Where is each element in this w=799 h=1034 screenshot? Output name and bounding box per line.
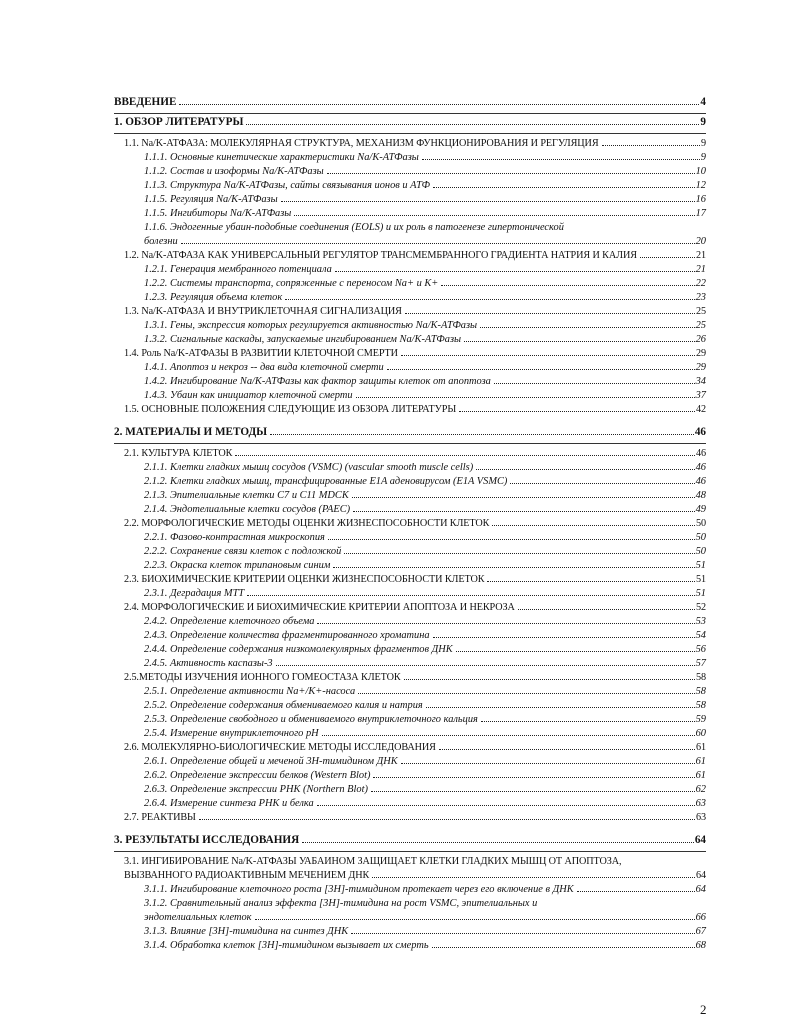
toc-entry-title: 2.1.4. Эндотелиальные клетки сосудов (PAEC) [144,504,351,515]
dot-leader [344,553,694,554]
dot-leader [464,341,695,342]
toc-entry-title: 1.2.1. Генерация мембранного потенциала [144,264,332,275]
toc-entry [124,856,706,882]
toc-entry-page: 4 [700,96,706,108]
toc-entry [144,588,706,600]
toc-entry [144,686,706,698]
toc-entry-page: 9 [700,152,706,163]
toc-entry-title: 2.7. РЕАКТИВЫ [124,812,196,823]
toc-entry-title: 2.2.2. Сохранение связи клеток с подложкой [144,546,342,557]
toc-entry-title: 2.2.3. Окраска клеток трипановым синим [144,560,331,571]
toc-entry [144,292,706,304]
toc-entry-page: 34 [695,376,706,387]
toc-entry-title: 1.5. ОСНОВНЫЕ ПОЛОЖЕНИЯ СЛЕДУЮЩИЕ ИЗ ОБЗОРА ЛИТЕРАТУРЫ [124,404,457,415]
toc-entry-page: 51 [696,574,706,585]
toc-entry [144,546,706,558]
dot-leader [439,749,695,750]
toc-entry-page: 48 [695,490,706,501]
toc-entry-title: 1.3.1. Гены, экспрессия которых регулируется активностью Na/K-АТФазы [144,320,478,331]
toc-entry-title: 2. МАТЕРИАЛЫ И МЕТОДЫ [114,426,268,438]
toc-entry-page: 58 [695,686,706,697]
toc-entry [114,834,706,852]
toc-entry-page: 54 [695,630,706,641]
toc-entry [124,742,706,754]
dot-leader [518,609,695,610]
toc-entry-page: 21 [696,250,706,261]
toc-entry-page: 50 [696,518,706,529]
toc-entry [144,334,706,346]
toc-entry [144,884,706,896]
toc-entry [144,278,706,290]
toc-entry [124,672,706,684]
dot-leader [235,455,695,456]
toc-entry-title: 1.1.2. Состав и изоформы Na/K-АТФазы [144,166,324,177]
toc-entry-title: 1.4.1. Апоптоз и некроз -- два вида клеточной смерти [144,362,384,373]
toc-entry [124,812,706,824]
toc-entry-page: 50 [695,546,706,557]
toc-entry-title: 1.2. Na/K-АТФАЗА КАК УНИВЕРСАЛЬНЫЙ РЕГУЛЯТОР ТРАНСМЕМБРАННОГО ГРАДИЕНТА НАТРИЯ И КАЛИЯ [124,250,637,261]
dot-leader [199,819,695,820]
toc-entry [144,898,706,924]
dot-leader [476,469,694,470]
toc-entry-title-cont: болезни [144,236,178,247]
toc-entry-page: 62 [695,784,706,795]
toc-entry [144,616,706,628]
toc-entry [144,390,706,402]
dot-leader [422,159,700,160]
toc-entry [124,250,706,262]
toc-entry-page: 60 [695,728,706,739]
toc-entry [144,798,706,810]
toc-entry [144,180,706,192]
toc-entry-title: 2.1.1. Клетки гладких мышц сосудов (VSMC) (vascular smooth muscle cells) [144,462,474,473]
toc-entry-title: 1.4.2. Ингибирование Na/K-АТФазы как фактор защиты клеток от апоптоза [144,376,491,387]
toc-entry-title: ВВЕДЕНИЕ [114,96,177,108]
toc-entry-title: 3.1. ИНГИБИРОВАНИЕ Na/K-АТФАЗЫ УАБАИНОМ ЗАЩИЩАЕТ КЛЕТКИ ГЛАДКИХ МЫШЦ ОТ АПОПТОЗА, [124,856,622,867]
toc-entry-title: 1.1.6. Эндогенные убаин-подобные соединения (EOLS) и их роль в патогенезе гипертонической [144,222,564,233]
toc-entry-page: 61 [695,770,706,781]
toc-entry [144,630,706,642]
dot-leader [426,707,695,708]
toc-entry-page: 46 [694,426,706,438]
dot-leader [577,891,695,892]
toc-entry [144,362,706,374]
toc-entry-title: 2.6.4. Измерение синтеза РНК и белка [144,798,314,809]
toc-entry-page: 46 [695,462,706,473]
toc-entry-page: 20 [695,236,706,247]
toc-entry-title: 2.4. МОРФОЛОГИЧЕСКИЕ И БИОХИМИЧЕСКИЕ КРИТЕРИИ АПОПТОЗА И НЕКРОЗА [124,602,515,613]
toc-entry [124,448,706,460]
toc-entry [144,490,706,502]
dot-leader [433,187,695,188]
toc-entry [144,728,706,740]
dot-leader [405,313,695,314]
dot-leader [353,511,695,512]
toc-entry-title: 2.6.2. Определение экспрессии белков (Western Blot) [144,770,371,781]
toc-entry-page: 23 [695,292,706,303]
toc-entry-title: 1.1.3. Структура Na/K-АТФазы, сайты связывания ионов и АТФ [144,180,430,191]
toc-entry-page: 51 [695,560,706,571]
dot-leader [441,285,694,286]
toc-entry-title: 2.5.3. Определение свободного и обмениваемого внутриклеточного кальция [144,714,478,725]
toc-entry-page: 58 [696,672,706,683]
toc-entry [124,138,706,150]
toc-entry-title: 1.4.3. Убаин как инициатор клеточной смерти [144,390,353,401]
toc-entry [144,644,706,656]
dot-leader [358,693,694,694]
dot-leader [404,679,695,680]
toc-entry-page: 61 [696,742,706,753]
toc-entry [124,306,706,318]
toc-entry-page: 9 [700,116,706,128]
toc-entry-title: 2.2.1. Фазово-контрастная микроскопия [144,532,325,543]
toc-entry-page: 46 [695,476,706,487]
toc-entry [124,348,706,360]
toc-entry-page: 29 [696,348,706,359]
dot-leader [433,637,695,638]
toc-entry-page: 37 [695,390,706,401]
toc-entry-title: 3.1.3. Влияние [3H]-тимидина на синтез ДНК [144,926,349,937]
toc-entry-title: 1.3.2. Сигнальные каскады, запускаемые ингибированием Na/K-АТФазы [144,334,462,345]
dot-leader [401,355,695,356]
toc-entry-title: 1.1.1. Основные кинетические характеристики Na/K-АТФазы [144,152,419,163]
toc-entry-page: 26 [695,334,706,345]
toc-entry-page: 16 [695,194,706,205]
toc-entry [144,320,706,332]
dot-leader [481,721,695,722]
dot-leader [255,919,695,920]
dot-leader [459,411,695,412]
toc-entry-page: 64 [695,884,706,895]
dot-leader [317,623,694,624]
toc-entry [124,602,706,614]
toc-entry [144,770,706,782]
toc-entry [144,560,706,572]
toc-entry-page: 42 [696,404,706,415]
toc-entry-title: 3. РЕЗУЛЬТАТЫ ИССЛЕДОВАНИЯ [114,834,300,846]
toc-entry-title-cont: эндотелиальных клеток [144,912,252,923]
toc-entry-title: 2.4.3. Определение количества фрагментированного хроматина [144,630,430,641]
toc-entry-title: 1.1. Na/K-АТФАЗА: МОЛЕКУЛЯРНАЯ СТРУКТУРА, МЕХАНИЗМ ФУНКЦИОНИРОВАНИЯ И РЕГУЛЯЦИЯ [124,138,599,149]
toc-entry-title: 2.1.3. Эпителиальные клетки С7 и С11 MDCK [144,490,349,501]
toc-entry-page: 63 [695,798,706,809]
toc-entry [144,476,706,488]
toc-entry-title: 1.1.5. Ингибиторы Na/K-АТФазы [144,208,292,219]
toc-entry [144,222,706,248]
toc-entry-title: 2.4.5. Активность каспазы-3 [144,658,273,669]
toc-entry-title: 2.6. МОЛЕКУЛЯРНО-БИОЛОГИЧЕСКИЕ МЕТОДЫ ИССЛЕДОВАНИЯ [124,742,436,753]
dot-leader [270,434,694,435]
dot-leader [371,791,695,792]
page-number: 2 [700,1002,707,1017]
toc-entry [144,208,706,220]
toc-entry-title: 1.2.2. Системы транспорта, сопряженные с переносом Na+ и K+ [144,278,439,289]
toc-entry [124,574,706,586]
toc-entry [144,940,706,952]
toc-entry [144,756,706,768]
toc-entry-title-cont: ВЫЗВАННОГО РАДИОАКТИВНЫМ МЕЧЕНИЕМ ДНК [124,870,370,881]
toc-entry-page: 21 [695,264,706,275]
toc-entry-page: 50 [695,532,706,543]
dot-leader [247,595,694,596]
toc-entry-page: 25 [695,320,706,331]
toc-entry-page: 58 [695,700,706,711]
toc-entry-title: 2.5.МЕТОДЫ ИЗУЧЕНИЯ ИОННОГО ГОМЕОСТАЗА КЛЕТОК [124,672,401,683]
toc-entry [124,404,706,416]
toc-entry-title: 2.2. МОРФОЛОГИЧЕСКИЕ МЕТОДЫ ОЦЕНКИ ЖИЗНЕСПОСОБНОСТИ КЛЕТОК [124,518,490,529]
toc-entry-page: 67 [695,926,706,937]
toc-entry-title: 1.1.5. Регуляция Na/K-АТФазы [144,194,278,205]
dot-leader [373,777,694,778]
dot-leader [317,805,695,806]
dot-leader [352,497,695,498]
toc-entry-page: 52 [696,602,706,613]
toc-entry-title: 2.1. КУЛЬТУРА КЛЕТОК [124,448,233,459]
dot-leader [480,327,695,328]
dot-leader [640,257,695,258]
toc-entry-title: 2.6.1. Определение общей и меченой 3H-тимидином ДНК [144,756,398,767]
toc-entry-title: 3.1.1. Ингибирование клеточного роста [3H]-тимидином протекает через его включение в ДНК [144,884,574,895]
dot-leader [335,271,695,272]
dot-leader [302,842,694,843]
dot-leader [281,201,695,202]
toc-entry-title: 2.3. БИОХИМИЧЕСКИЕ КРИТЕРИИ ОЦЕНКИ ЖИЗНЕСПОСОБНОСТИ КЛЕТОК [124,574,485,585]
toc-entry-page: 68 [695,940,706,951]
toc-entry-page: 29 [695,362,706,373]
toc-entry [144,152,706,164]
toc-entry-title: 2.1.2. Клетки гладких мышц, трансфицированные E1A аденовирусом (E1A VSMC) [144,476,508,487]
dot-leader [179,104,699,105]
toc-entry [114,426,706,444]
toc-entry-title: 2.5.2. Определение содержания обмениваемого калия и натрия [144,700,423,711]
toc-entry-page: 10 [695,166,706,177]
toc-entry [124,518,706,530]
toc-entry-page: 49 [695,504,706,515]
toc-entry-title: 2.5.4. Измерение внутриклеточного pH [144,728,319,739]
toc-entry-page: 66 [695,912,706,923]
dot-leader [456,651,695,652]
toc-entry-title: 2.3.1. Деградация МТТ [144,588,245,599]
toc-entry [114,96,706,114]
toc-entry-title: 2.5.1. Определение активности Na+/K+-насоса [144,686,356,697]
toc-entry-page: 53 [695,616,706,627]
dot-leader [494,383,695,384]
toc-entry-page: 64 [696,870,706,881]
dot-leader [602,145,700,146]
toc-entry-page: 56 [695,644,706,655]
toc-entry-title: 3.1.2. Сравнительный анализ эффекта [3H]-тимидина на рост VSMC, эпителиальных и [144,898,538,909]
dot-leader [510,483,694,484]
dot-leader [351,933,694,934]
toc-entry-page: 61 [695,756,706,767]
toc-entry-page: 63 [696,812,706,823]
toc-entry [144,714,706,726]
dot-leader [387,369,695,370]
dot-leader [294,215,694,216]
toc-entry [144,504,706,516]
toc-entry-title: 2.6.3. Определение экспрессии РНК (Northern Blot) [144,784,368,795]
dot-leader [322,735,695,736]
dot-leader [356,397,695,398]
toc-entry [144,264,706,276]
toc-entry [114,116,706,134]
dot-leader [333,567,694,568]
toc-entry-title: 1. ОБЗОР ЛИТЕРАТУРЫ [114,116,244,128]
toc-entry [144,700,706,712]
toc-entry-page: 46 [696,448,706,459]
toc-entry [144,376,706,388]
toc-entry-page: 64 [694,834,706,846]
dot-leader [487,581,695,582]
dot-leader [276,665,695,666]
dot-leader [401,763,695,764]
toc-entry-page: 25 [696,306,706,317]
toc-entry-title: 2.4.2. Определение клеточного объема [144,616,315,627]
dot-leader [492,525,695,526]
toc-entry-page: 22 [695,278,706,289]
toc-entry-page: 17 [695,208,706,219]
toc-entry [144,462,706,474]
dot-leader [285,299,694,300]
toc-entry-title: 3.1.4. Обработка клеток [3H]-тимидином вызывает их смерть [144,940,429,951]
toc-entry [144,658,706,670]
toc-entry [144,784,706,796]
dot-leader [372,877,695,878]
dot-leader [432,947,695,948]
dot-leader [181,243,695,244]
toc-entry [144,194,706,206]
toc-entry-page: 59 [695,714,706,725]
toc-entry-title: 1.3. Na/K-АТФАЗА И ВНУТРИКЛЕТОЧНАЯ СИГНАЛИЗАЦИЯ [124,306,402,317]
toc-entry-title: 2.4.4. Определение содержания низкомолекулярных фрагментов ДНК [144,644,453,655]
dot-leader [246,124,699,125]
toc-entry-page: 51 [695,588,706,599]
toc-entry-page: 57 [695,658,706,669]
toc-entry-page: 12 [695,180,706,191]
toc-entry-title: 1.2.3. Регуляция объема клеток [144,292,283,303]
dot-leader [328,539,695,540]
toc-entry-title: 1.4. Роль Na/K-АТФАЗЫ В РАЗВИТИИ КЛЕТОЧНОЙ СМЕРТИ [124,348,398,359]
dot-leader [327,173,695,174]
toc-entry [144,926,706,938]
toc-entry [144,166,706,178]
toc-entry [144,532,706,544]
toc-entry-page: 9 [701,138,706,149]
